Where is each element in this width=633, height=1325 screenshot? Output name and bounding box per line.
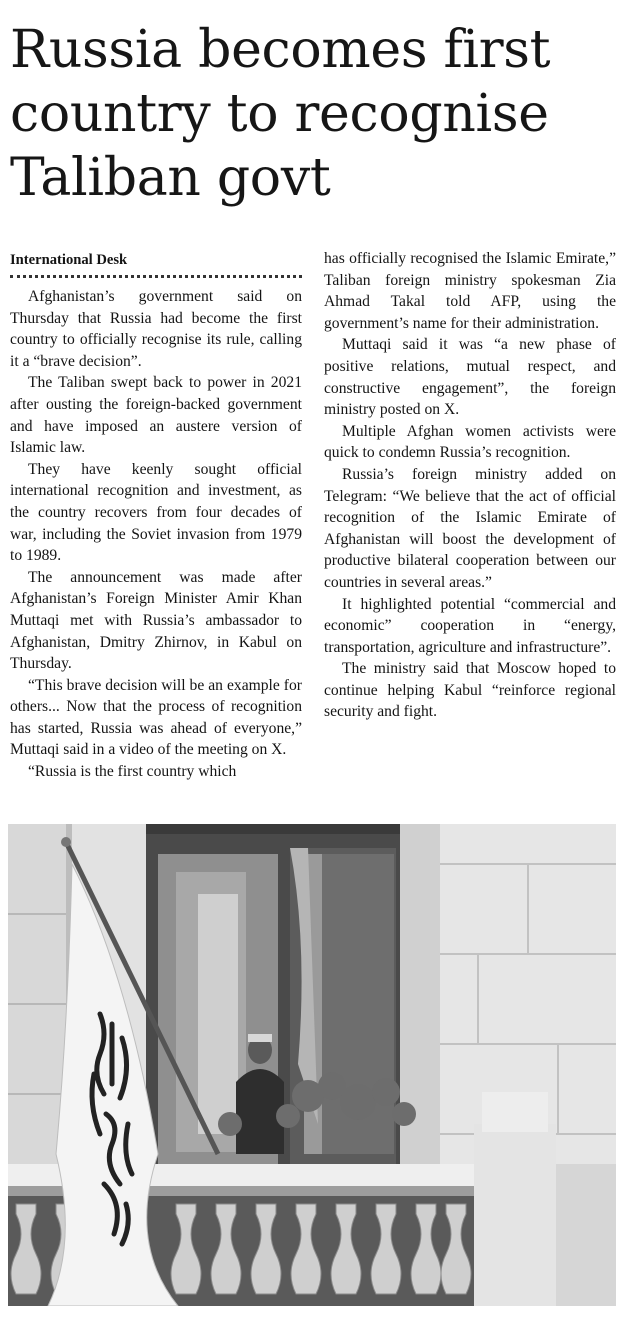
paragraph: It highlighted potential “commercial and economic” cooperation in “energy, transportation, agriculture and infrastructure”. [324,595,616,656]
paragraph: They have keenly sought official international recognition and investment, as the country recovers from four decades of war, including the Soviet invasion from 1979 to 1989. [10,460,302,565]
article-column-left [10,250,302,783]
paragraph: Multiple Afghan women activists were quick to condemn Russia’s recognition. [324,422,616,462]
photo-illustration [8,824,616,1306]
byline: International Desk [10,250,302,278]
paragraph: “Russia is the first country which [28,763,237,781]
paragraph-continued: has officially recognised the Islamic Emirate,” Taliban foreign ministry spokesman Zia Ahmad Takal told AFP, using the government’s name for their administration. [324,250,616,332]
paragraph: The Taliban swept back to power in 2021 after ousting the foreign-backed government and have imposed an austere version of Islamic law. [10,374,302,457]
paragraph: “This brave decision will be an example for others... Now that the process of recognition has started, Russia was ahead of everyone,” Muttaqi said in a video of the meeting on X. [10,676,302,759]
headline: Russia becomes first country to recognise Taliban govt [10,20,551,208]
paragraph: Muttaqi said it was “a new phase of positive relations, mutual respect, and constructive engagement”, the foreign ministry posted on X. [324,336,616,419]
news-photo [8,824,616,1306]
article-column-right [324,248,616,723]
paragraph: The announcement was made after Afghanistan’s Foreign Minister Amir Khan Muttaqi met with Russia’s ambassador to Afghanistan, Dmitry Zhirnov, in Kabul on Thursday. [10,568,302,673]
paragraph: The ministry said that Moscow hoped to continue helping Kabul “reinforce regional security and fight. [324,660,616,721]
paragraph: Afghanistan’s government said on Thursday that Russia had become the first country to officially recognise its rule, calling it a “brave decision”. [10,288,302,370]
paragraph: Russia’s foreign ministry added on Telegram: “We believe that the act of official recognition of the Islamic Emirate of Afghanistan will boost the development of productive bilateral cooperation between our countries in several areas.” [324,465,616,591]
